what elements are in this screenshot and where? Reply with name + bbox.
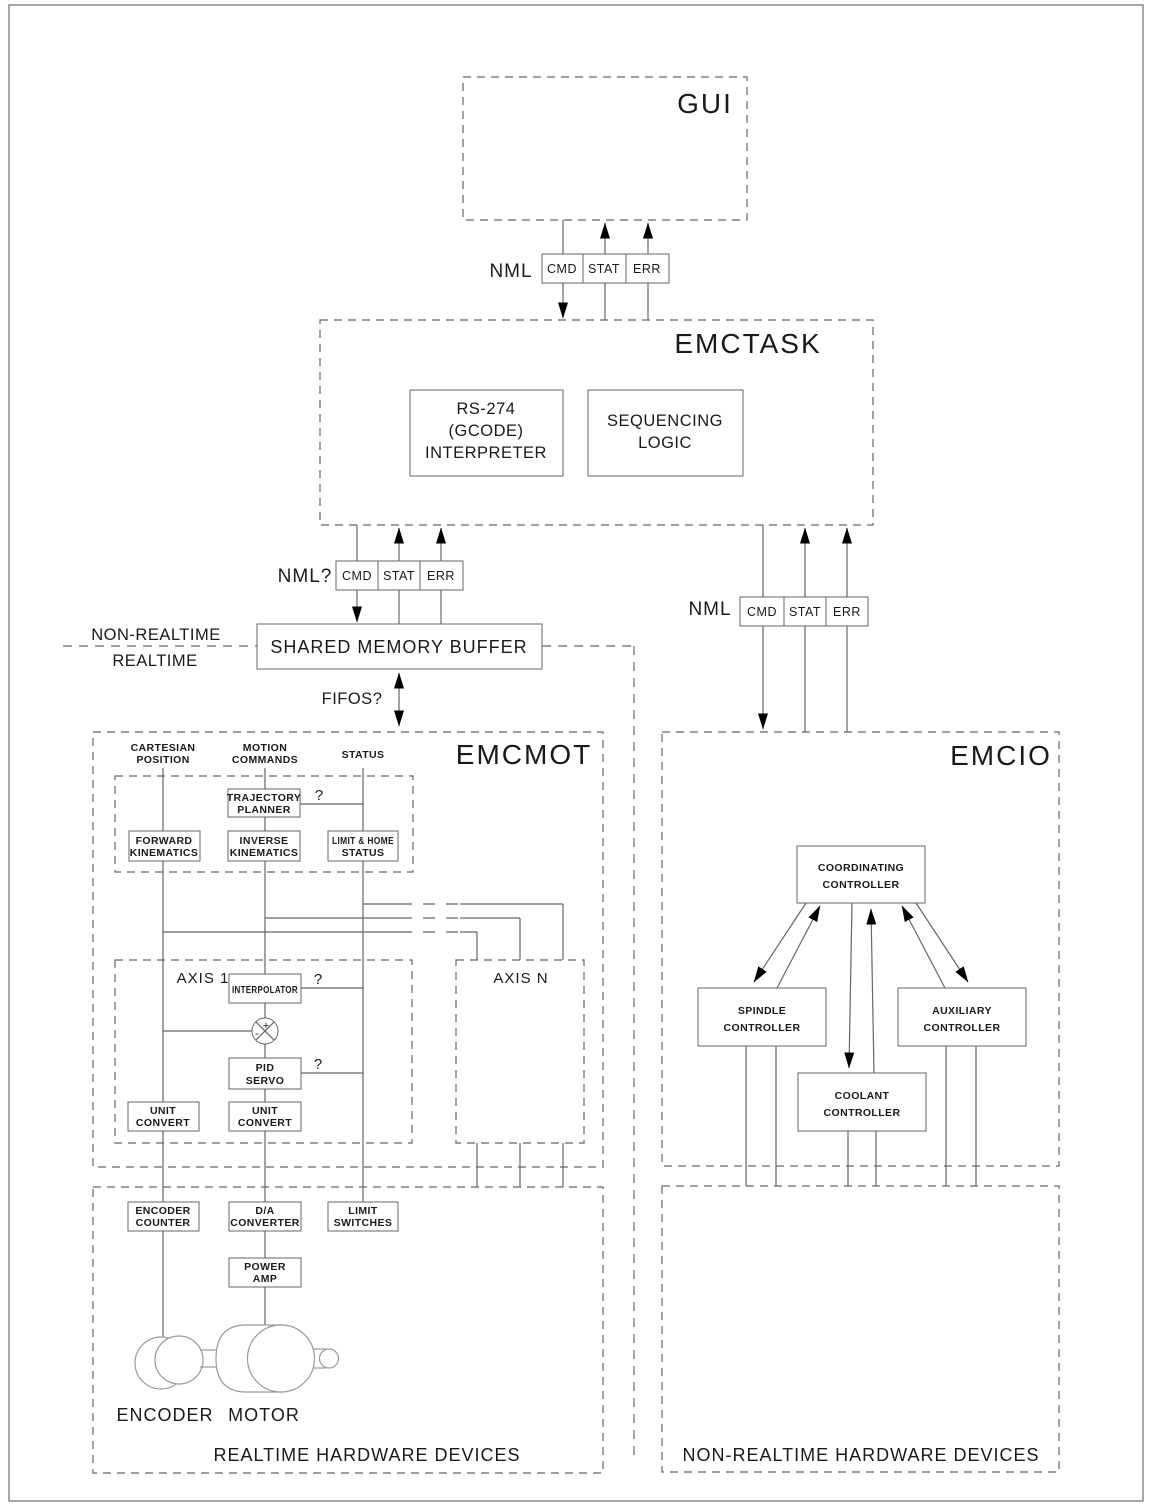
nml-shm-cmd-label: CMD	[342, 569, 372, 583]
axisn-label: AXIS N	[493, 970, 549, 987]
interpolator-question-mark: ?	[313, 971, 323, 988]
coolant-to-coord-arrow	[871, 909, 874, 1073]
interpreter-label-1: RS-274	[456, 400, 516, 418]
gui-title: GUI	[677, 88, 733, 119]
power-amp-label-2: AMP	[252, 1273, 278, 1285]
spindle-to-coord-arrow	[777, 906, 820, 988]
auxiliary-controller-box	[898, 988, 1026, 1046]
summing-minus-sign: -	[255, 1028, 259, 1040]
encoder-caption: ENCODER	[116, 1405, 214, 1425]
coord-to-spindle-arrow	[754, 903, 806, 982]
nml-emcio-channel	[688, 525, 868, 732]
coord-to-auxiliary-arrow	[916, 903, 968, 982]
spindle-controller-box	[698, 988, 826, 1046]
trajectory-planner-label-1: TRAJECTORY	[226, 792, 302, 804]
coolant-label-1: COOLANT	[834, 1090, 890, 1102]
fifos-label: FIFOS?	[321, 690, 383, 708]
auxiliary-label-1: AUXILIARY	[932, 1005, 992, 1017]
auxiliary-to-coord-arrow	[902, 906, 945, 988]
axisn-box	[456, 960, 584, 1143]
shared-memory-buffer-label: SHARED MEMORY BUFFER	[270, 637, 528, 657]
nml-shm-err-label: ERR	[427, 569, 455, 583]
da-converter-label-2: CONVERTER	[230, 1217, 300, 1229]
sequencing-logic-box	[588, 390, 743, 476]
realtime-label: REALTIME	[112, 652, 198, 670]
non-realtime-label: NON-REALTIME	[91, 626, 221, 644]
spindle-label-1: SPINDLE	[737, 1005, 787, 1017]
forward-kinematics-label-2: KINEMATICS	[129, 847, 199, 859]
da-converter-label-1: D/A	[255, 1205, 275, 1217]
auxiliary-label-2: CONTROLLER	[923, 1022, 1001, 1034]
unit-convert-2-label-2: CONVERT	[237, 1117, 293, 1129]
nonrealtime-hardware-box	[662, 1186, 1059, 1472]
coolant-label-2: CONTROLLER	[823, 1107, 901, 1119]
motor-shaft-cap	[320, 1349, 339, 1368]
power-amp-label-1: POWER	[244, 1261, 286, 1273]
motor-face-circle	[248, 1325, 315, 1392]
nml-emcio-err-label: ERR	[833, 605, 861, 619]
spindle-label-2: CONTROLLER	[723, 1022, 801, 1034]
pid-question-mark: ?	[313, 1056, 323, 1073]
motion-commands-label-2: COMMANDS	[231, 754, 299, 766]
coordinating-label-2: CONTROLLER	[822, 879, 900, 891]
nml-gui-cmd-label: CMD	[547, 262, 577, 276]
unit-convert-1-label-1: UNIT	[149, 1105, 177, 1117]
trajectory-question-mark: ?	[314, 787, 324, 804]
inverse-kinematics-label-1: INVERSE	[239, 835, 289, 847]
nml-gui-channel	[489, 220, 669, 320]
cartesian-position-label-2: POSITION	[136, 754, 190, 766]
interpreter-label-2: (GCODE)	[448, 422, 524, 440]
emctask-title: EMCTASK	[674, 328, 822, 359]
nml-gui-label: NML	[489, 261, 533, 282]
limit-home-label-1: LIMIT & HOME	[332, 835, 394, 847]
encoder-front-circle	[155, 1336, 203, 1384]
unit-convert-2-label-1: UNIT	[251, 1105, 279, 1117]
nml-shm-stat-label: STAT	[382, 569, 416, 583]
interpolator-label: INTERPOLATOR	[232, 984, 299, 996]
limit-switches-label-2: SWITCHES	[333, 1217, 393, 1229]
inverse-kinematics-label-2: KINEMATICS	[229, 847, 299, 859]
axisn-output-lines	[477, 1143, 563, 1187]
encoder-motor-drawing	[135, 1325, 339, 1392]
unit-convert-1-label-2: CONVERT	[135, 1117, 191, 1129]
nml-shm-channel	[278, 525, 463, 624]
summing-plus-sign: +	[262, 1020, 270, 1032]
coordinating-label-1: COORDINATING	[817, 862, 905, 874]
encoder-counter-label-2: COUNTER	[135, 1217, 191, 1229]
motor-caption: MOTOR	[228, 1405, 300, 1425]
cartesian-position-label-1: CARTESIAN	[130, 742, 196, 754]
status-column-label: STATUS	[341, 749, 385, 761]
nml-emcio-stat-label: STAT	[788, 605, 822, 619]
interpreter-label-3: INTERPRETER	[425, 444, 547, 462]
coord-to-coolant-arrow	[849, 903, 852, 1068]
nml-emcio-label: NML	[688, 599, 732, 620]
limit-switches-label-1: LIMIT	[348, 1205, 378, 1217]
realtime-hardware-caption: REALTIME HARDWARE DEVICES	[213, 1445, 521, 1465]
forward-kinematics-label-1: FORWARD	[135, 835, 193, 847]
coordinating-controller-box	[797, 846, 925, 903]
axis1-label: AXIS 1	[176, 970, 230, 987]
nml-emcio-cmd-label: CMD	[747, 605, 777, 619]
pid-servo-label-2: SERVO	[245, 1075, 285, 1087]
emcio-title: EMCIO	[950, 740, 1052, 771]
nonrealtime-hardware-caption: NON-REALTIME HARDWARE DEVICES	[682, 1445, 1040, 1465]
nml-gui-stat-label: STAT	[587, 262, 621, 276]
nml-gui-err-label: ERR	[633, 262, 661, 276]
limit-home-label-2: STATUS	[341, 847, 385, 859]
pid-servo-label-1: PID	[255, 1062, 275, 1074]
emcmot-title: EMCMOT	[455, 739, 593, 770]
trajectory-planner-label-2: PLANNER	[237, 804, 291, 816]
motion-commands-label-1: MOTION	[242, 742, 288, 754]
sequencing-label-1: SEQUENCING	[607, 412, 723, 430]
coolant-controller-box	[798, 1073, 926, 1131]
nml-shm-label: NML?	[277, 566, 333, 587]
encoder-counter-label-1: ENCODER	[135, 1205, 191, 1217]
sequencing-label-2: LOGIC	[638, 434, 692, 452]
summing-junction	[163, 1018, 278, 1044]
